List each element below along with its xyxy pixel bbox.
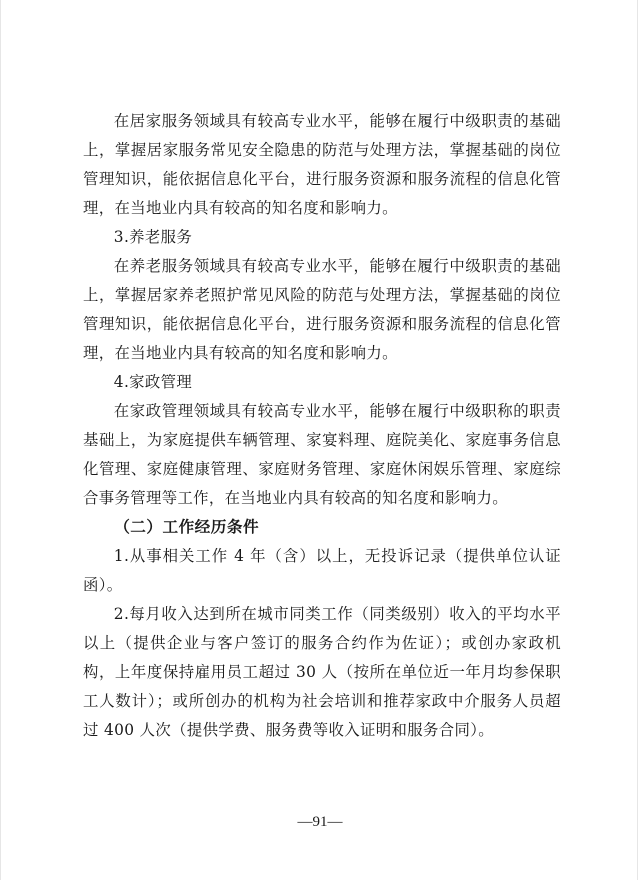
elderly-care-paragraph: 在养老服务领域具有较高专业水平，能够在履行中级职责的基础上，掌握居家养老照护常见风险的防范与处理方法，掌握基础的岗位管理知识，能依据信息化平台，进行服务资源和服务流程的信息化管理，在当地业内具有较高的知名度和影响力。	[83, 257, 561, 362]
page-number: —91—	[297, 814, 343, 830]
household-management-heading: 4.家政管理	[113, 373, 193, 391]
page-content	[83, 107, 561, 745]
home-service-paragraph: 在居家服务领域具有较高专业水平，能够在履行中级职责的基础上，掌握居家服务常见安全隐患的防范与处理方法，掌握基础的岗位管理知识，能依据信息化平台，进行服务资源和服务流程的信息化管理，在当地业内具有较高的知名度和影响力。	[83, 112, 561, 217]
work-experience-item-1: 1.从事相关工作 4 年（含）以上，无投诉记录（提供单位认证函）。	[83, 547, 561, 594]
work-experience-heading: （二）工作经历条件	[114, 518, 260, 536]
work-experience-item-2: 2.每月收入达到所在城市同类工作（同类级别）收入的平均水平以上（提供企业与客户签订的服务合约作为佐证）；或创办家政机构，上年度保持雇用员工超过 30 人（按所在单位近一年月均参保职工人数计）；或所创办的机构为社会培训和推荐家政中介服务人员超过 400 人次（提供学费、服务费等收入证明和服务合同）。	[83, 605, 561, 739]
elderly-care-heading: 3.养老服务	[113, 228, 193, 246]
household-management-paragraph: 在家政管理领域具有较高专业水平，能够在履行中级职称的职责基础上，为家庭提供车辆管理、家宴料理、庭院美化、家庭事务信息化管理、家庭健康管理、家庭财务管理、家庭休闲娱乐管理、家庭综合事务管理等工作，在当地业内具有较高的知名度和影响力。	[83, 402, 561, 507]
